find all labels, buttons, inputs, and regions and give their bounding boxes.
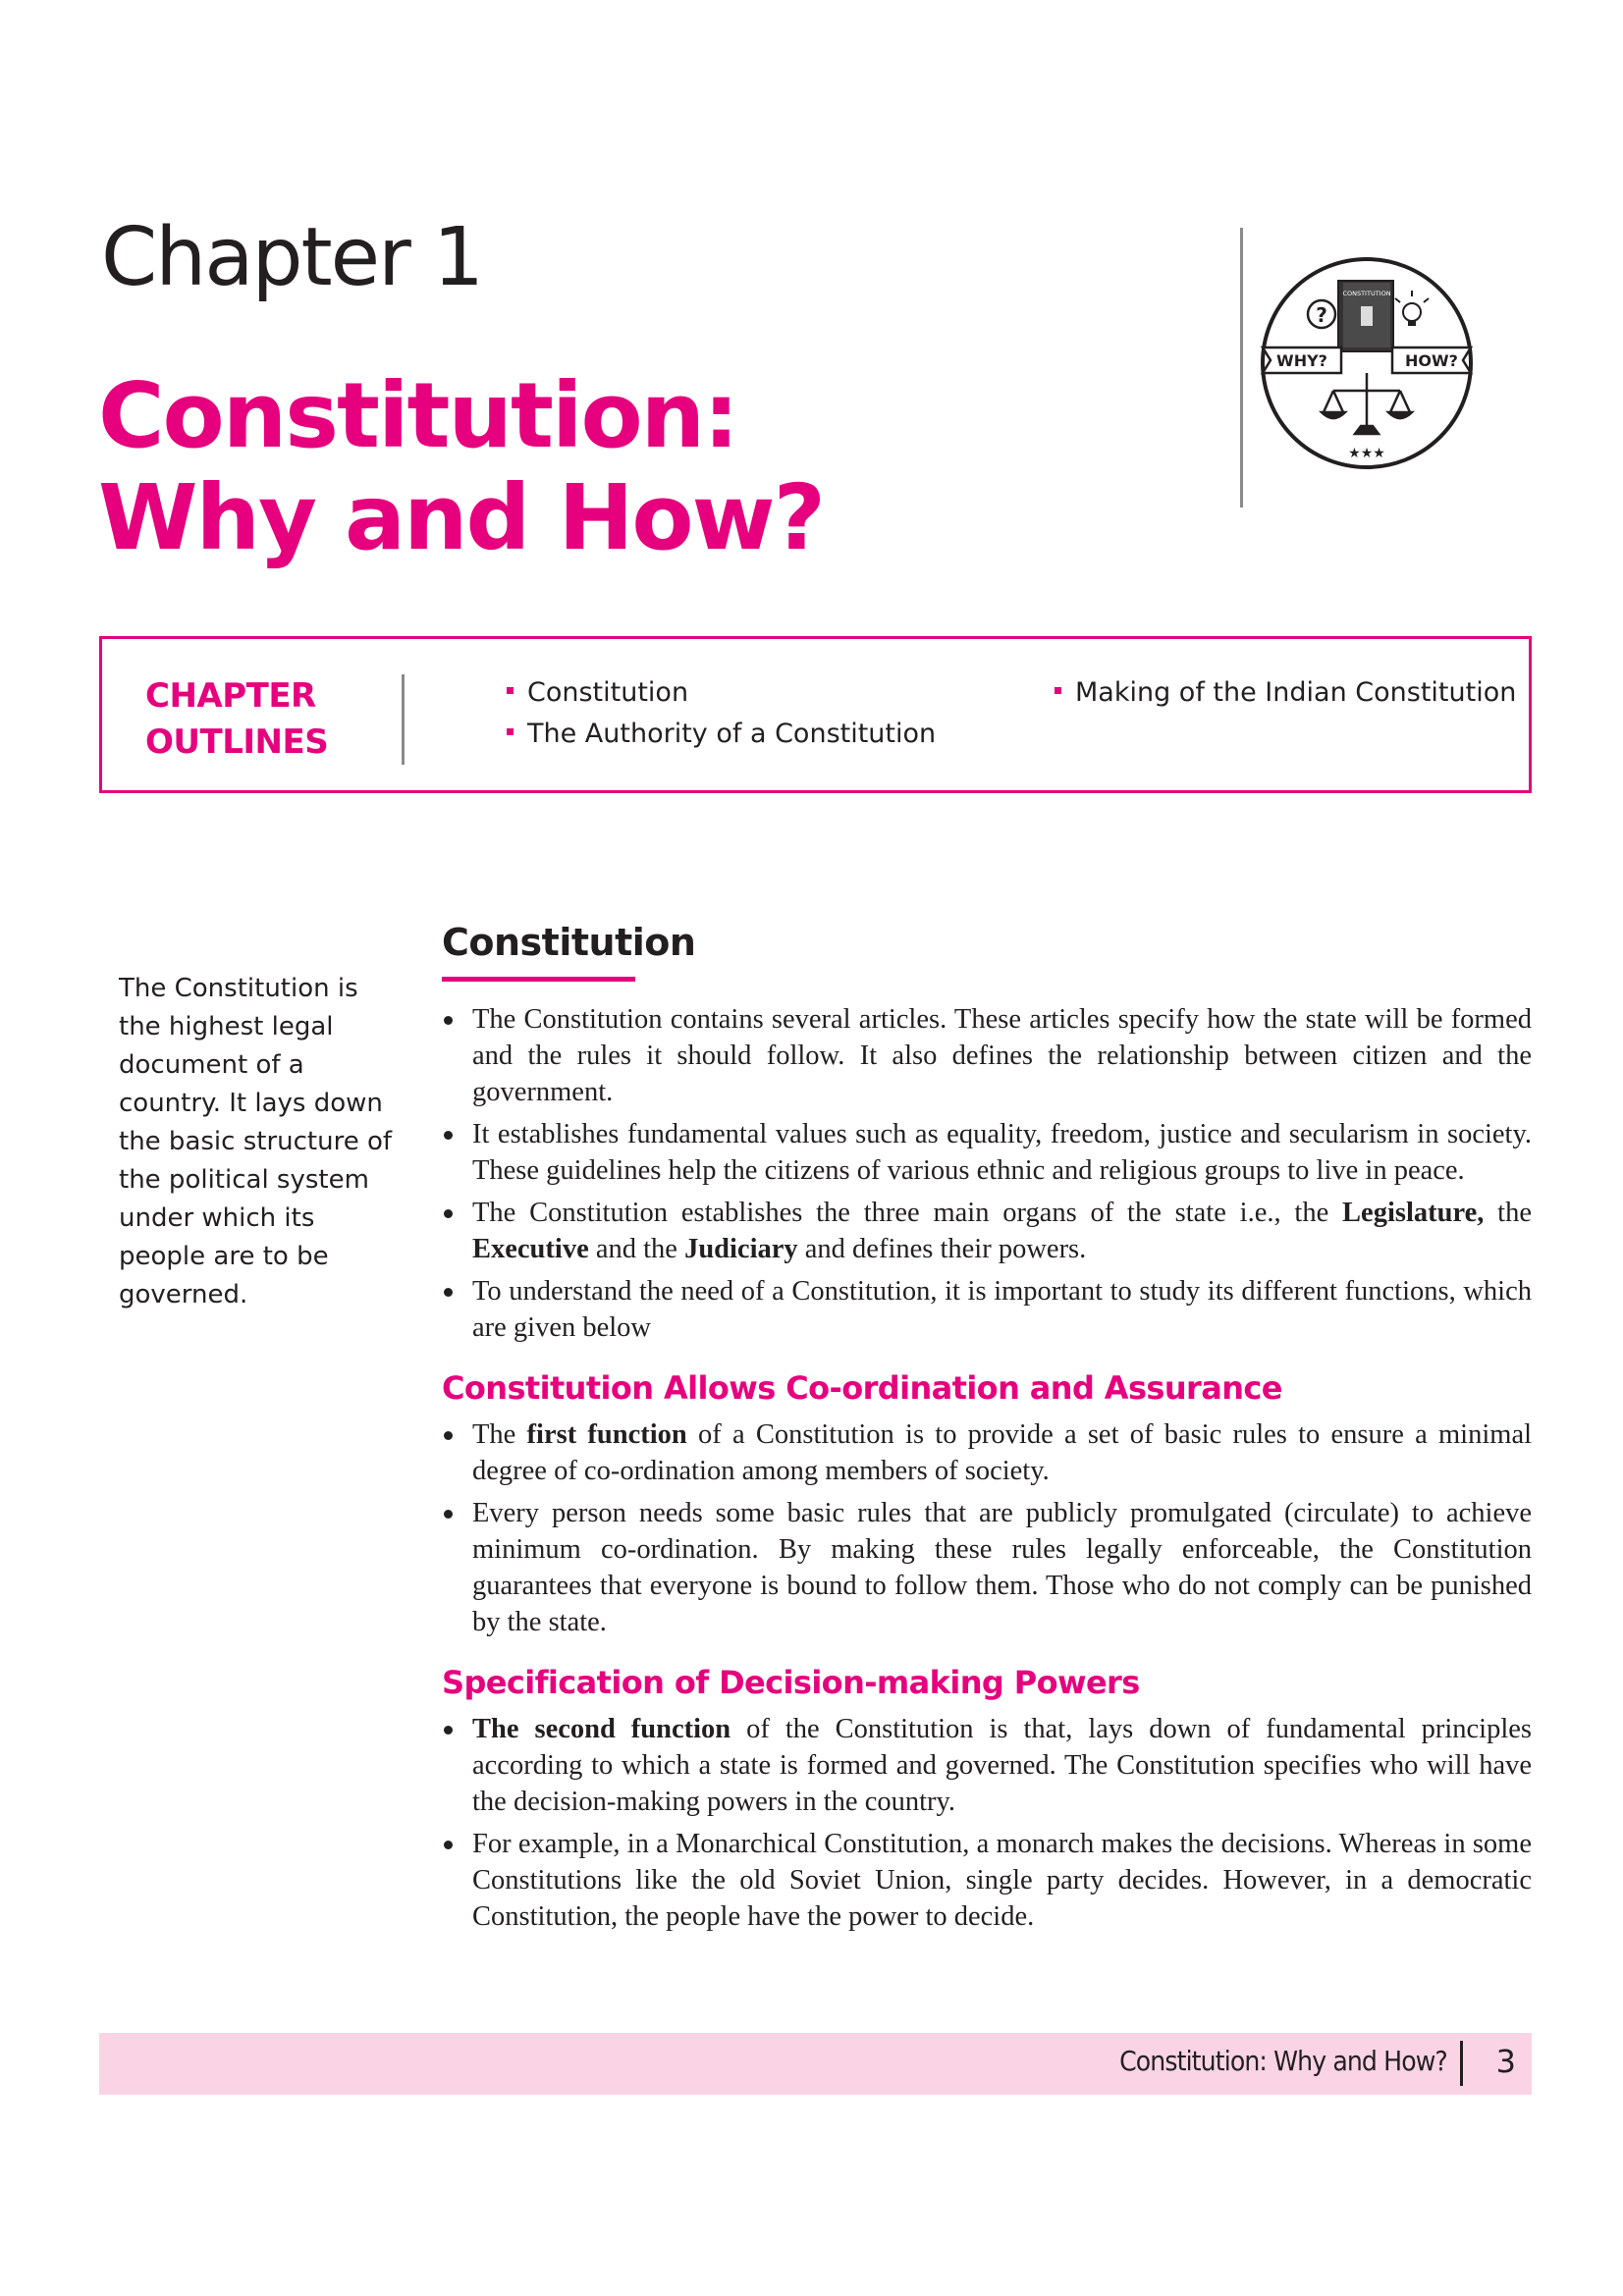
outline-heading-line2: OUTLINES [145,722,329,762]
list-item: To understand the need of a Constitution, it is important to study its different functions, which are given below [442,1273,1532,1346]
outline-heading [145,673,328,766]
chapter-title-line2: Why and How? [98,465,824,570]
square-bullet-icon [507,687,514,694]
footer-title: Constitution: Why and How? [1119,2045,1447,2077]
section-heading: Constitution [442,921,696,964]
main-content [442,916,1532,1941]
list-item: It establishes fundamental values such as equality, freedom, justice and secularism in society. These guidelines help the citizens of various ethnic and religious groups to live in peace. [442,1116,1532,1189]
chapter-title-line1: Constitution: [98,363,737,468]
chapter-outlines-box [99,636,1532,793]
why-label: WHY? [1276,351,1327,370]
page-number: 3 [1495,2043,1516,2080]
outline-item-label: The Authority of a Constitution [527,719,937,749]
subsection-bullets [442,1416,1532,1640]
outline-item [507,677,688,708]
book-icon [1338,281,1393,351]
question-mark: ? [1316,303,1327,327]
outline-item [507,719,936,749]
title-divider [1240,228,1243,507]
outline-heading-line1: CHAPTER [145,676,316,716]
page-footer [99,2033,1532,2095]
list-item: The Constitution contains several articles. These articles specify how the state will be formed and the rules it should follow. It also defines the relationship between citizen and the government. [442,1001,1532,1110]
svg-text:★★★: ★★★ [1348,446,1385,461]
subsection-bullets [442,1711,1532,1935]
list-item: For example, in a Monarchical Constitution, a monarch makes the decisions. Whereas in some Constitutions like the old Soviet Union, single party decides. However, in a democratic Constitution, the people have the power to decide. [442,1826,1532,1935]
chapter-label: Chapter 1 [101,211,483,304]
footer-separator [1460,2041,1463,2086]
how-label: HOW? [1405,351,1458,370]
outline-item-label: Constitution [527,677,689,708]
constitution-emblem-icon [1253,226,1481,501]
list-item: The second function of the Constitution is that, lays down of fundamental principles according to which a state is formed and governed. The Constitution specifies who will have the decision-making powers in the country. [442,1711,1532,1820]
section-bullets [442,1001,1532,1346]
subsection-heading: Specification of Decision-making Powers [442,1664,1140,1701]
chapter-title [98,365,1080,569]
subsection-heading: Constitution Allows Co-ordination and Assurance [442,1369,1282,1407]
section-underline [442,977,635,982]
list-item: The first function of a Constitution is to provide a set of basic rules to ensure a minimal degree of co-ordination among members of society. [442,1416,1532,1489]
list-item: Every person needs some basic rules that are publicly promulgated (circulate) to achieve minimum co-ordination. By making these rules legally enforceable, the Constitution guarantees that everyone is bound to follow them. Those who do not comply can be punished by the state. [442,1495,1532,1640]
square-bullet-icon [1055,687,1061,694]
outline-separator [402,674,405,765]
list-item: The Constitution establishes the three main organs of the state i.e., the Legislature, the Executive and the Judiciary and defines their powers. [442,1195,1532,1267]
outline-item-label: Making of the Indian Constitution [1075,677,1517,708]
square-bullet-icon [507,728,514,735]
outline-item [1055,677,1516,708]
book-text: CONSTITUTION [1342,290,1391,297]
side-note: The Constitution is the highest legal document of a country. It lays down the basic structure of the political system under which its people are to be governed. [119,974,393,1309]
question-icon [1308,300,1335,328]
